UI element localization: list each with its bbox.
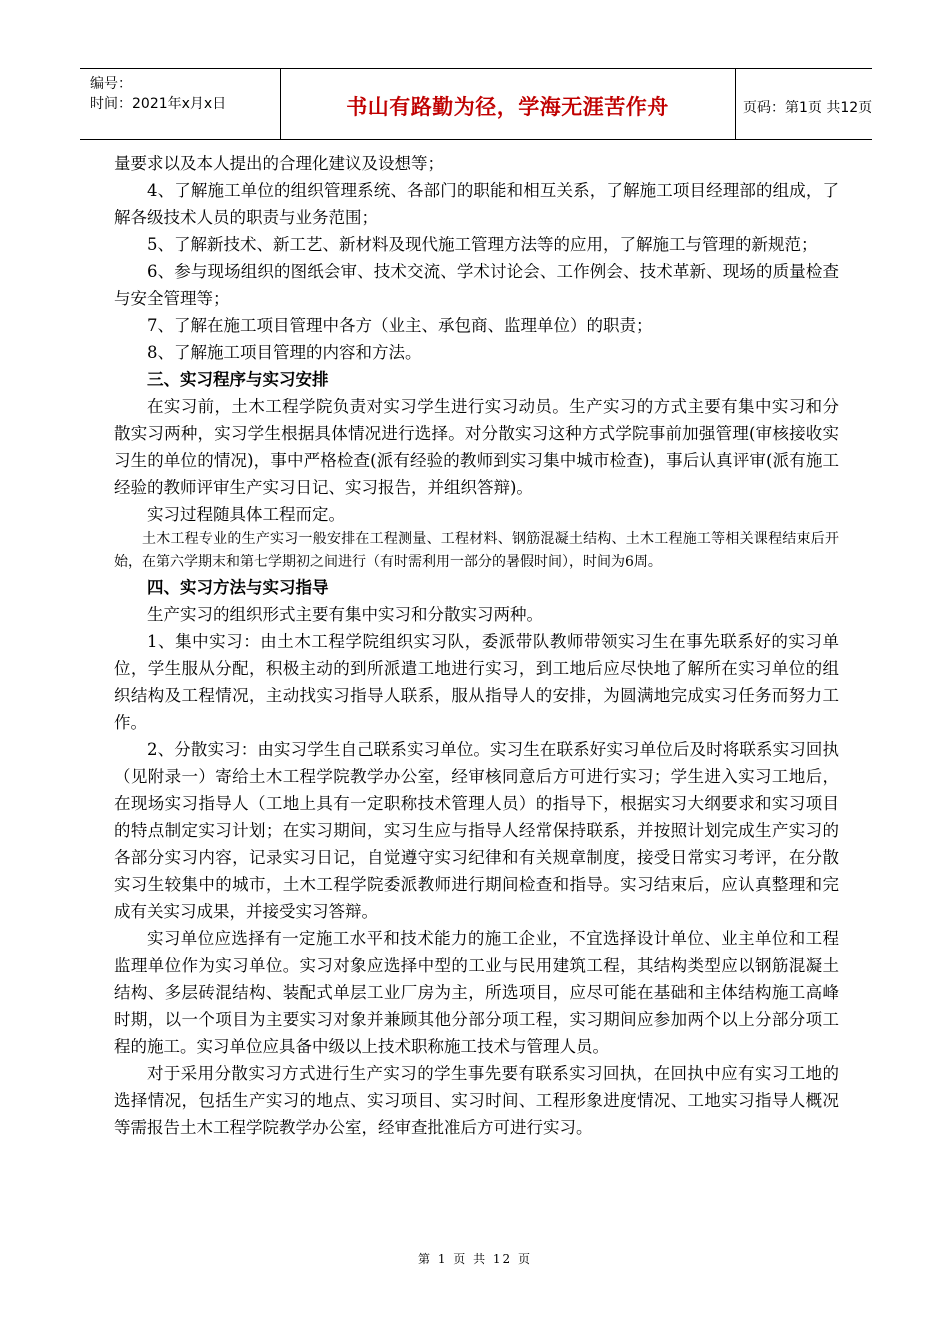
number-label: 编号：	[90, 76, 132, 92]
paragraph: 量要求以及本人提出的合理化建议及设想等；	[114, 154, 444, 173]
page-footer: 第 1 页 共 12 页	[418, 1252, 532, 1266]
paragraph: 实习单位应选择有一定施工水平和技术能力的施工企业，不宜选择设计单位、业主单位和工程监理单位作为实习单位。实习对象应选择中型的工业与民用建筑工程，其结构类型应以钢筋混凝土结构、多层砖混结构、装配式单层工业厂房为主，所选项目，应尽可能在基础和主体结构施工高峰时期，以一个项目为主要实习对象并兼顾其他分部分项工程，实习期间应参加两个以上分部分项工程的施工。实习单位应具备中级以上技术职称施工技术与管理人员。	[114, 929, 839, 1056]
header-motto-cell	[280, 69, 736, 139]
paragraph: 2、分散实习：由实习学生自己联系实习单位。实习生在联系好实习单位后及时将联系实习回执（见附录一）寄给土木工程学院教学办公室，经审核同意后方可进行实习；学生进入实习工地后，在现场实习指导人（工地上具有一定职称技术管理人员）的指导下，根据实习大纲要求和实习项目的特点制定实习计划；在实习期间，实习生应与指导人经常保持联系，并按照计划完成生产实习的各部分实习内容，记录实习日记，自觉遵守实习纪律和有关规章制度，接受日常实习考评，在分散实习生较集中的城市，土木工程学院委派教师进行期间检查和指导。实习结束后，应认真整理和完成有关实习成果，并接受实习答辩。	[114, 740, 839, 921]
paragraph: 生产实习的组织形式主要有集中实习和分散实习两种。	[147, 605, 543, 624]
time-label: 时间：2021年x月x日	[90, 96, 227, 112]
motto: 书山有路勤为径，学海无涯苦作舟	[346, 95, 669, 119]
paragraph: 对于采用分散实习方式进行生产实习的学生事先要有联系实习回执，在回执中应有实习工地的选择情况，包括生产实习的地点、实习项目、实习时间、工程形象进度情况、工地实习指导人概况等需报告土木工程学院教学办公室，经审查批准后方可进行实习。	[114, 1064, 839, 1137]
paragraph: 1、集中实习：由土木工程学院组织实习队，委派带队教师带领实习生在事先联系好的实习单位，学生服从分配，积极主动的到所派遣工地进行实习，到工地后应尽快地了解所在实习单位的组织结构及工程情况，主动找实习指导人联系，服从指导人的安排，为圆满地完成实习任务而努力工作。	[114, 632, 839, 732]
paragraph: 6、参与现场组织的图纸会审、技术交流、学术讨论会、工作例会、技术革新、现场的质量检查与安全管理等；	[114, 262, 839, 308]
paragraph: 土木工程专业的生产实习一般安排在工程测量、工程材料、钢筋混凝土结构、土木工程施工等相关课程结束后开始，在第六学期末和第七学期初之间进行（有时需利用一部分的暑假时间），时间为6周。	[114, 531, 839, 570]
paragraph: 4、了解施工单位的组织管理系统、各部门的职能和相互关系，了解施工项目经理部的组成，了解各级技术人员的职责与业务范围；	[114, 181, 839, 227]
section-heading: 四、实习方法与实习指导	[147, 578, 329, 597]
header-meta-cell	[80, 69, 281, 139]
document-body	[114, 150, 839, 1141]
paragraph: 8、了解施工项目管理的内容和方法。	[147, 343, 422, 362]
paragraph: 7、了解在施工项目管理中各方（业主、承包商、监理单位）的职责；	[147, 316, 653, 335]
page-info: 页码：第1页 共12页	[743, 100, 873, 116]
paragraph: 实习过程随具体工程而定。	[147, 505, 345, 524]
section-heading: 三、实习程序与实习安排	[147, 370, 329, 389]
paragraph: 5、了解新技术、新工艺、新材料及现代施工管理方法等的应用，了解施工与管理的新规范；	[147, 235, 818, 254]
header-page-cell	[735, 69, 872, 139]
paragraph: 在实习前，土木工程学院负责对实习学生进行实习动员。生产实习的方式主要有集中实习和分散实习两种，实习学生根据具体情况进行选择。对分散实习这种方式学院事前加强管理(审核接收实习生的单位的情况)，事中严格检查(派有经验的教师到实习集中城市检查)，事后认真评审(派有施工经验的教师评审生产实习日记、实习报告，并组织答辩)。	[114, 397, 839, 497]
page-header	[80, 68, 872, 140]
